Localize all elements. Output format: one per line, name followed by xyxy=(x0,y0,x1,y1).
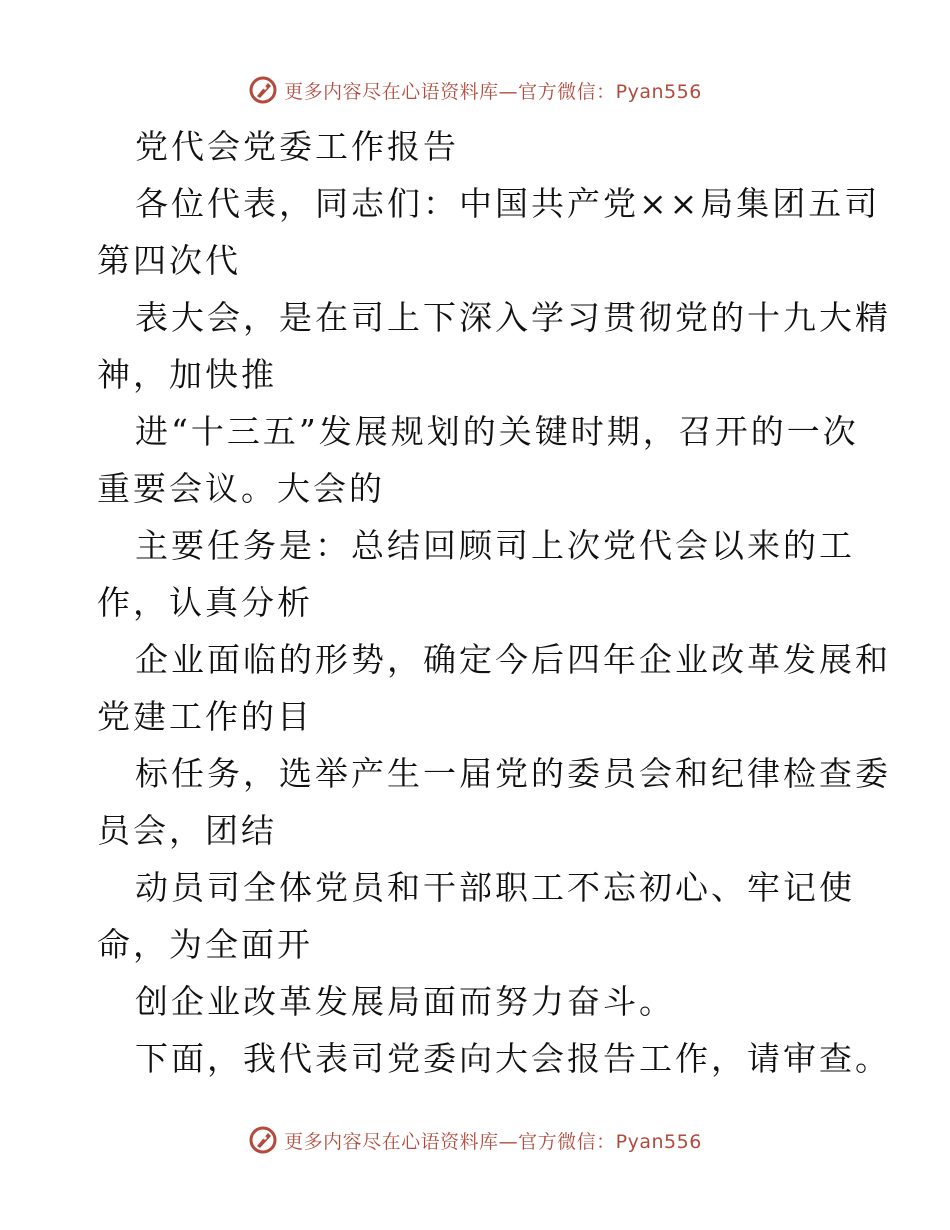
body-line: 作，认真分析 xyxy=(97,583,313,622)
body-line: 标任务，选举产生一届党的委员会和纪律检查委 xyxy=(135,754,891,793)
body-line: 重要会议。大会的 xyxy=(97,469,385,508)
report-body xyxy=(97,118,891,1087)
body-line: 各位代表，同志们：中国共产党××局集团五司 xyxy=(135,184,881,223)
footer-watermark-banner xyxy=(0,1120,950,1160)
footer-banner-text: 更多内容尽在心语资料库—官方微信：Pyan556 xyxy=(284,1130,702,1153)
body-line: 第四次代 xyxy=(97,241,241,280)
body-line: 员会，团结 xyxy=(97,811,277,850)
body-line: 下面，我代表司党委向大会报告工作，请审查。 xyxy=(135,1039,891,1078)
body-line: 命，为全面开 xyxy=(97,925,313,964)
header-watermark-banner xyxy=(0,70,950,110)
pen-nib-logo-icon xyxy=(248,75,278,105)
body-line: 创企业改革发展局面而努力奋斗。 xyxy=(135,982,675,1021)
pen-nib-logo-icon xyxy=(248,1125,278,1155)
header-banner-text: 更多内容尽在心语资料库—官方微信：Pyan556 xyxy=(284,80,702,103)
body-line: 党建工作的目 xyxy=(97,697,313,736)
body-line: 神，加快推 xyxy=(97,355,277,394)
body-line: 主要任务是：总结回顾司上次党代会以来的工 xyxy=(135,526,855,565)
body-line: 进“十三五”发展规划的关键时期，召开的一次 xyxy=(135,412,859,451)
body-line: 企业面临的形势，确定今后四年企业改革发展和 xyxy=(135,640,891,679)
report-title: 党代会党委工作报告 xyxy=(135,127,459,166)
body-line: 动员司全体党员和干部职工不忘初心、牢记使 xyxy=(135,868,855,907)
body-line: 表大会，是在司上下深入学习贯彻党的十九大精 xyxy=(135,298,891,337)
